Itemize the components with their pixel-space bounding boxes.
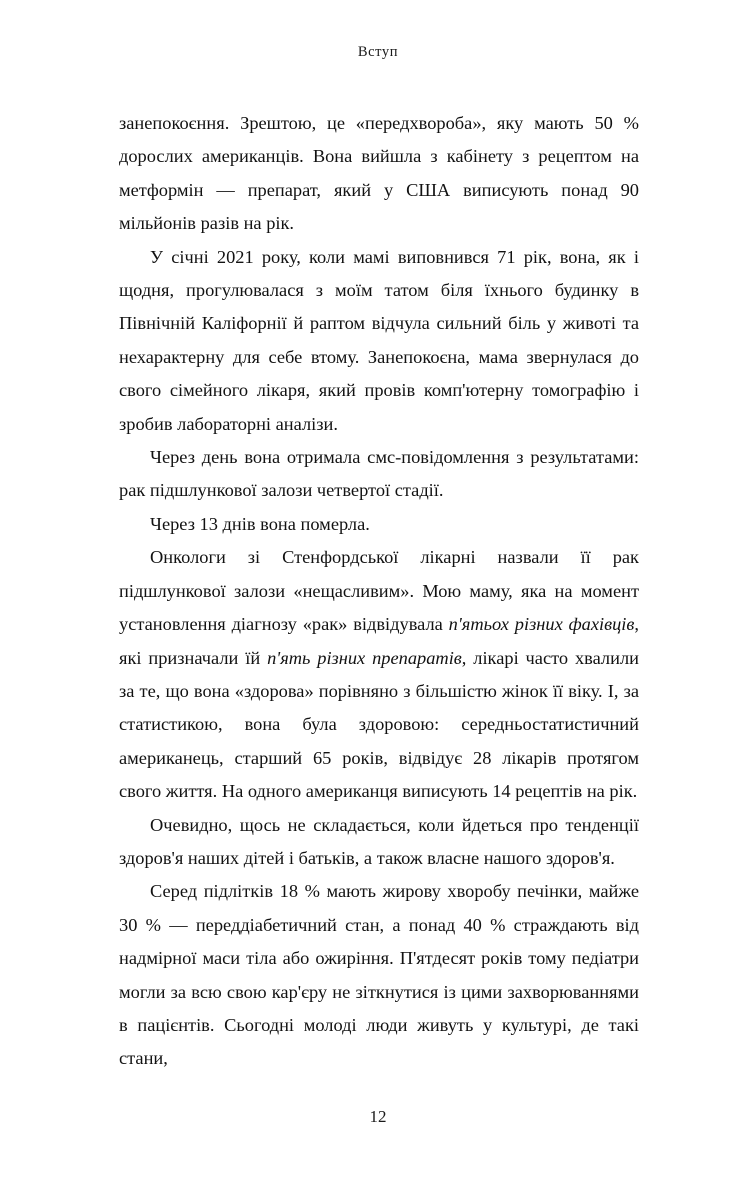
text-run: , які призначали їй (119, 614, 639, 668)
body-text (119, 107, 639, 1076)
text-run: , лікарі часто хвалили за те, що вона «здорова» порівняно з більшістю жінок її віку. І, за статистикою, вона була здоровою: середньостатистичний американець, старший 65 років, відвідує 28 лікарів протягом свого життя. На одного американця виписують 14 рецептів на рік. (119, 647, 639, 802)
paragraph: У січні 2021 року, коли мамі виповнився 71 рік, вона, як і щодня, прогулювалася з моїм татом біля їхнього будинку в Північній Каліфорнії й раптом відчула сильний біль у животі та нехарактерну для себе втому. Занепокоєна, мама звернулася до свого сімейного лікаря, який провів комп'ютерну томографію і зробив лабораторні аналізи. (119, 246, 639, 434)
running-head: Вступ (357, 44, 399, 60)
paragraph: Через день вона отримала смс-повідомлення з результатами: рак підшлункової залози четвертої стадії. (119, 447, 639, 501)
page-number: 12 (369, 1107, 387, 1126)
emphasis-text: п'ятьох різних фахівців (448, 614, 635, 635)
emphasis-text: п'ять різних препаратів (267, 647, 462, 668)
paragraph: Через 13 днів вона померла. (150, 513, 370, 534)
paragraph: занепокоєння. Зрештою, це «передхвороба», яку мають 50 % дорослих американців. Вона вийшла з кабінету з рецептом на метформін — препарат, який у США виписують понад 90 мільйонів разів на рік. (119, 113, 639, 234)
paragraph: Очевидно, щось не складається, коли йдеться про тенденції здоров'я наших дітей і батьків, а також власне нашого здоров'я. (119, 814, 639, 868)
paragraph: Серед підлітків 18 % мають жирову хворобу печінки, майже 30 % — переддіабетичний стан, а понад 40 % страждають від надмірної маси тіла або ожиріння. П'ятдесят років тому педіатри могли за всю свою кар'єру не зіткнутися із цими захворюваннями в пацієнтів. Сьогодні молоді люди живуть у культурі, де такі стани, (119, 881, 639, 1069)
paragraph-with-emphasis (119, 541, 639, 808)
text-run: Онкологи зі Стенфордської лікарні назвали її рак підшлункової залози «нещасливим». Мою маму, яка на момент установлення діагнозу «рак» відвідувала (119, 547, 639, 635)
